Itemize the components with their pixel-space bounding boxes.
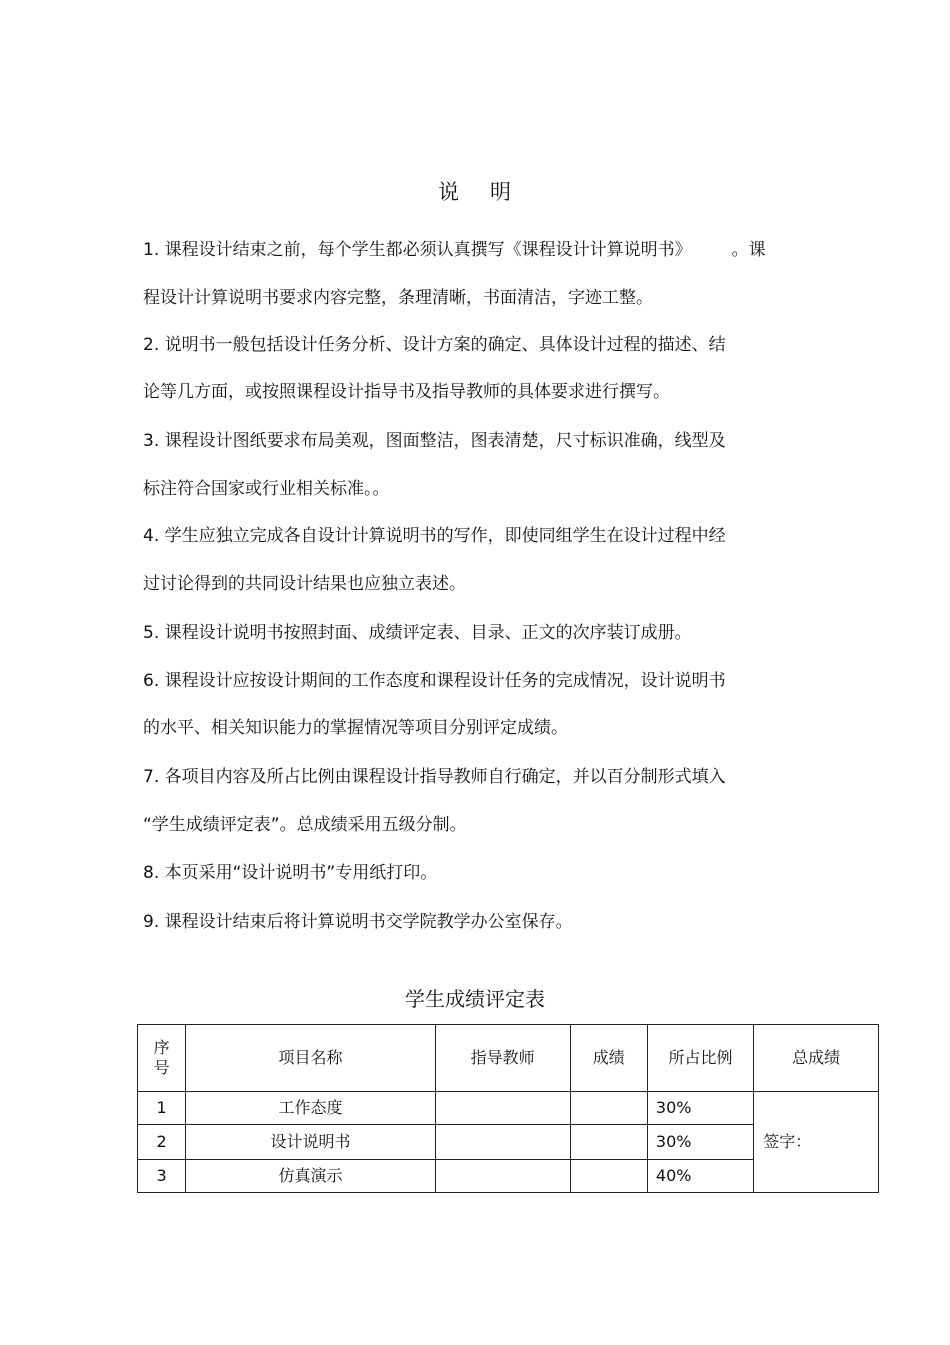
row-teacher-cell[interactable] [435, 1125, 570, 1160]
instruction-line-6: 标注符合国家或行业相关标准。。 [143, 479, 390, 499]
instruction-line-1 [143, 238, 766, 262]
instruction-line-12: 7. 各项目内容及所占比例由课程设计指导教师自行确定，并以百分制形式填入 [143, 767, 726, 787]
sign-label: 签字： [763, 1132, 812, 1151]
table-row [138, 1092, 879, 1125]
instruction-line-11: 的水平、相关知识能力的掌握情况等项目分别评定成绩。 [143, 718, 568, 738]
header-total: 总成绩 [754, 1025, 879, 1092]
instruction-line-14: 8. 本页采用“设计说明书”专用纸打印。 [143, 863, 438, 883]
instruction-line-5: 3. 课程设计图纸要求布局美观，图面整洁，图表清楚，尺寸标识准确，线型及 [143, 431, 726, 451]
grade-table-title: 学生成绩评定表 [405, 987, 545, 1011]
row-score-cell[interactable] [570, 1125, 647, 1160]
row-index: 1 [138, 1092, 186, 1125]
header-score: 成绩 [570, 1025, 647, 1092]
instruction-line-8: 过讨论得到的共同设计结果也应独立表述。 [143, 574, 466, 594]
header-index: 序 号 [138, 1025, 186, 1092]
instruction-1-text: 1. 课程设计结束之前，每个学生都必须认真撰写《课程设计计算说明书》 [143, 240, 692, 260]
row-score-cell[interactable] [570, 1092, 647, 1125]
row-ratio: 30% [647, 1092, 753, 1125]
instruction-line-4: 论等几方面，或按照课程设计指导书及指导教师的具体要求进行撰写。 [143, 382, 670, 402]
header-ratio: 所占比例 [647, 1025, 753, 1092]
row-teacher-cell[interactable] [435, 1160, 570, 1193]
row-item-name: 设计说明书 [186, 1125, 436, 1160]
table-header-row [138, 1025, 879, 1092]
row-item-name: 仿真演示 [186, 1160, 436, 1193]
instruction-line-15: 9. 课程设计结束后将计算说明书交学院教学办公室保存。 [143, 912, 573, 932]
title-char-2: 明 [490, 180, 512, 204]
row-ratio: 30% [647, 1125, 753, 1160]
grade-table [137, 1024, 879, 1193]
row-ratio: 40% [647, 1160, 753, 1193]
instruction-line-7: 4. 学生应独立完成各自设计计算说明书的写作，即使同组学生在设计过程中经 [143, 526, 726, 546]
header-teacher: 指导教师 [435, 1025, 570, 1092]
total-sign-cell[interactable] [754, 1092, 879, 1193]
page-title [0, 178, 950, 206]
instruction-line-2: 程设计计算说明书要求内容完整，条理清晰，书面清洁，字迹工整。 [143, 288, 653, 308]
instruction-line-13: “学生成绩评定表”。总成绩采用五级分制。 [143, 815, 467, 835]
row-index: 2 [138, 1125, 186, 1160]
row-score-cell[interactable] [570, 1160, 647, 1193]
row-index: 3 [138, 1160, 186, 1193]
instruction-1-tail: 。课 [731, 240, 766, 260]
row-item-name: 工作态度 [186, 1092, 436, 1125]
instruction-line-9: 5. 课程设计说明书按照封面、成绩评定表、目录、正文的次序装订成册。 [143, 623, 692, 643]
header-item-name: 项目名称 [186, 1025, 436, 1092]
title-char-1: 说 [438, 180, 460, 204]
row-teacher-cell[interactable] [435, 1092, 570, 1125]
instruction-line-3: 2. 说明书一般包括设计任务分析、设计方案的确定、具体设计过程的描述、结 [143, 335, 726, 355]
instruction-line-10: 6. 课程设计应按设计期间的工作态度和课程设计任务的完成情况，设计说明书 [143, 671, 726, 691]
